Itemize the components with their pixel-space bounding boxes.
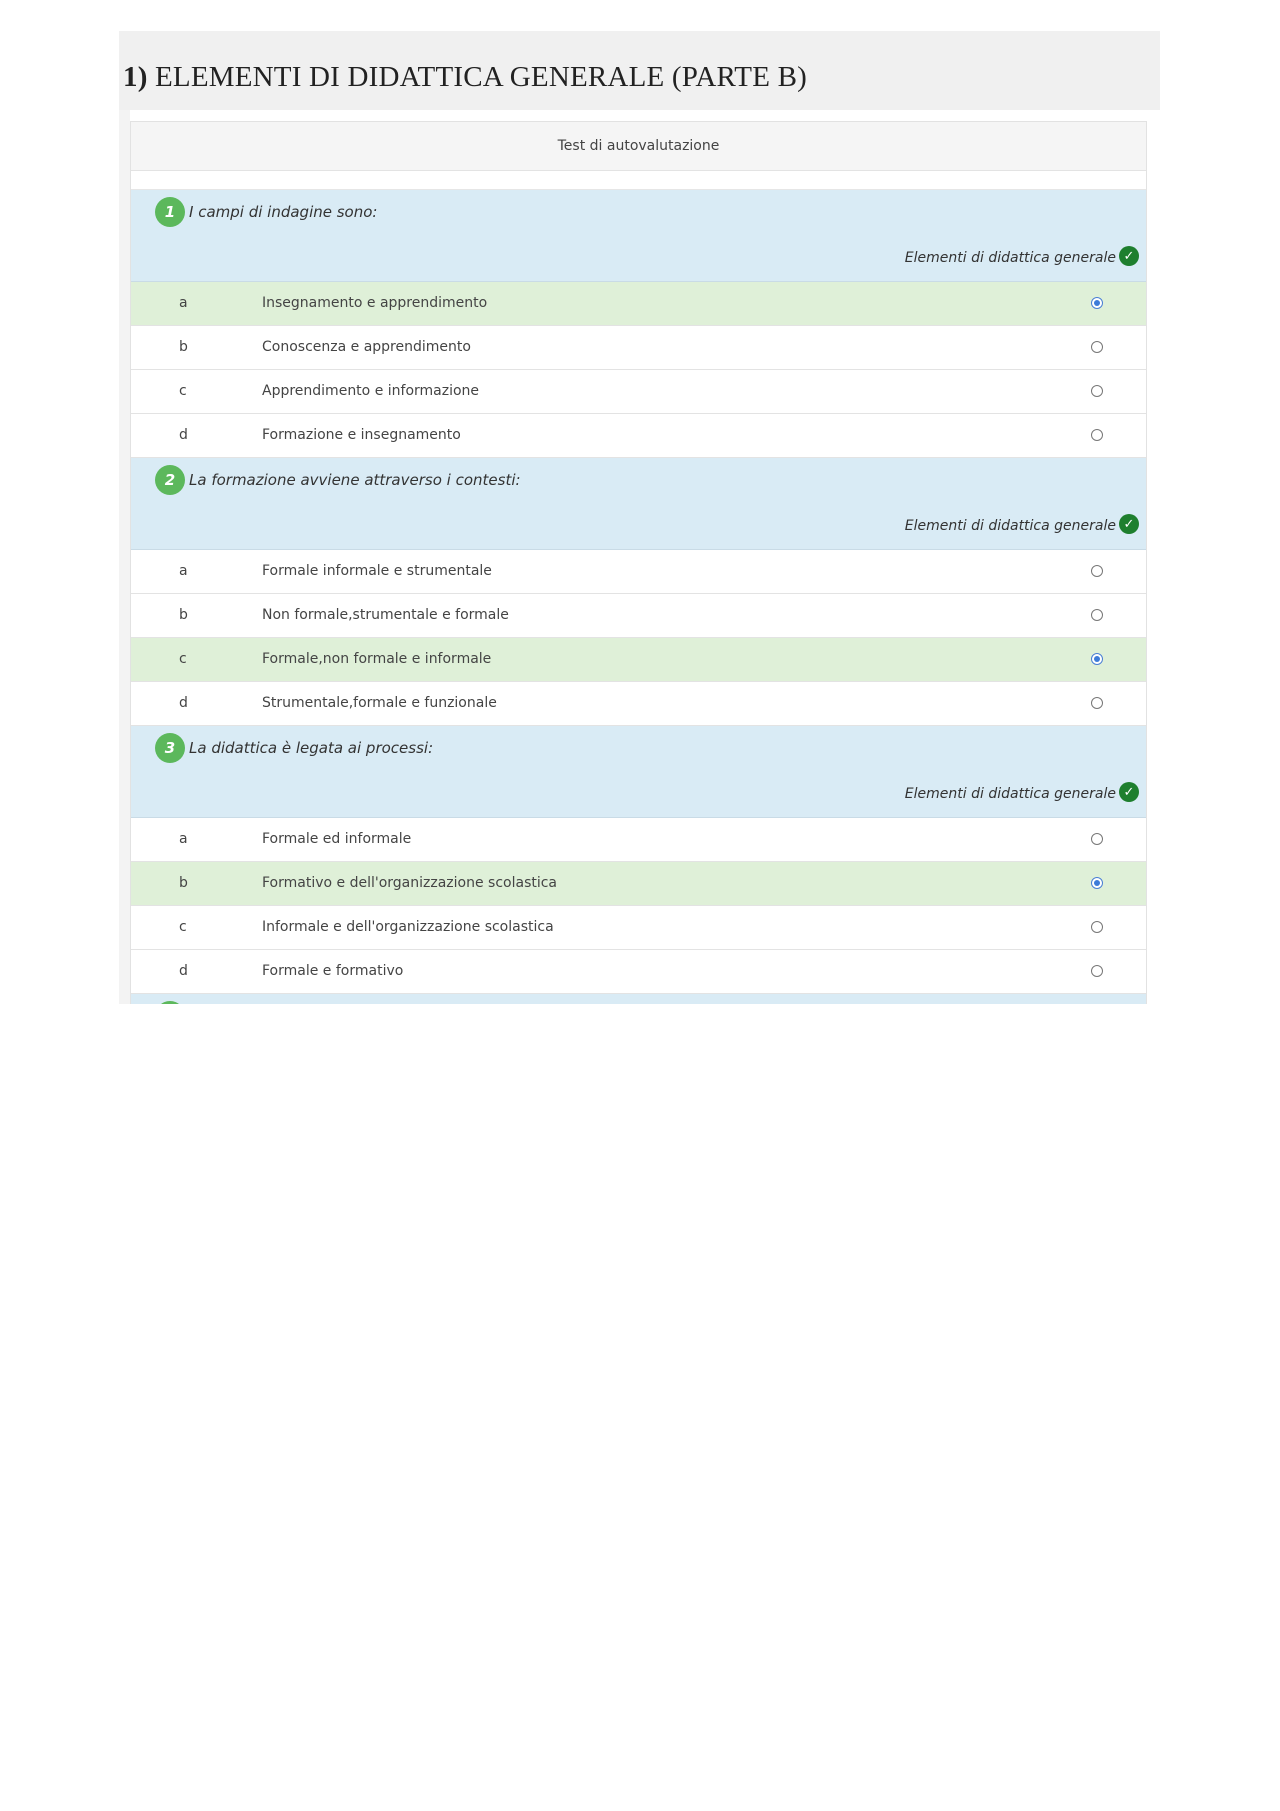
title-text: ELEMENTI DI DIDATTICA GENERALE (PARTE B)	[155, 61, 807, 93]
option-letter: b	[179, 875, 188, 891]
radio-button[interactable]	[1091, 341, 1103, 353]
option-letter: c	[179, 651, 187, 667]
radio-button[interactable]	[1091, 385, 1103, 397]
question-2	[131, 458, 1146, 550]
option-row[interactable]	[131, 638, 1146, 682]
option-text: Formale,non formale e informale	[262, 651, 492, 667]
quiz-gutter	[119, 110, 130, 1004]
radio-button[interactable]	[1091, 921, 1103, 933]
option-row[interactable]	[131, 414, 1146, 458]
question-number-badge: 3	[155, 733, 185, 763]
option-row[interactable]	[131, 550, 1146, 594]
option-row[interactable]	[131, 862, 1146, 906]
radio-button-checked[interactable]	[1091, 297, 1103, 309]
option-letter: a	[179, 295, 188, 311]
question-category: Elementi di didattica generale	[904, 250, 1116, 266]
question-number-badge: 2	[155, 465, 185, 495]
option-letter: c	[179, 919, 187, 935]
option-row[interactable]	[131, 818, 1146, 862]
option-letter: a	[179, 563, 188, 579]
radio-button-checked[interactable]	[1091, 877, 1103, 889]
header-spacer	[131, 171, 1146, 190]
option-text: Insegnamento e apprendimento	[262, 295, 488, 311]
option-row[interactable]	[131, 370, 1146, 414]
quiz-header: Test di autovalutazione	[131, 122, 1146, 171]
option-text: Conoscenza e apprendimento	[262, 339, 471, 355]
option-text: Apprendimento e informazione	[262, 383, 480, 399]
option-row[interactable]	[131, 282, 1146, 326]
radio-button[interactable]	[1091, 833, 1103, 845]
option-text: Formazione e insegnamento	[262, 427, 461, 443]
option-letter: d	[179, 695, 188, 711]
option-row[interactable]	[131, 326, 1146, 370]
radio-button[interactable]	[1091, 565, 1103, 577]
radio-button[interactable]	[1091, 609, 1103, 621]
radio-button[interactable]	[1091, 965, 1103, 977]
question-number-badge: 1	[155, 197, 185, 227]
option-row[interactable]	[131, 906, 1146, 950]
option-text: Informale e dell'organizzazione scolastica	[262, 919, 554, 935]
check-circle-icon: ✓	[1119, 514, 1139, 534]
option-text: Formale informale e strumentale	[262, 563, 492, 579]
question-category: Elementi di didattica generale	[904, 786, 1116, 802]
option-row[interactable]	[131, 950, 1146, 994]
option-letter: d	[179, 427, 188, 443]
check-circle-icon: ✓	[1119, 246, 1139, 266]
check-circle-icon: ✓	[1119, 782, 1139, 802]
option-letter: c	[179, 383, 187, 399]
question-number-badge	[155, 1001, 185, 1004]
question-text: La formazione avviene attraverso i contesti:	[189, 471, 521, 489]
option-letter: d	[179, 963, 188, 979]
option-text: Non formale,strumentale e formale	[262, 607, 509, 623]
radio-button-checked[interactable]	[1091, 653, 1103, 665]
option-row[interactable]	[131, 682, 1146, 726]
option-letter: b	[179, 339, 188, 355]
option-letter: a	[179, 831, 188, 847]
question-4-partial	[131, 994, 1146, 1004]
option-letter: b	[179, 607, 188, 623]
option-text: Formale e formativo	[262, 963, 404, 979]
question-text: I campi di indagine sono:	[189, 203, 378, 221]
page-header	[119, 31, 1160, 110]
radio-button[interactable]	[1091, 697, 1103, 709]
title-number: 1)	[123, 61, 148, 93]
option-row[interactable]	[131, 594, 1146, 638]
page-title	[123, 61, 807, 94]
question-text: La didattica è legata ai processi:	[189, 739, 434, 757]
question-3	[131, 726, 1146, 818]
quiz-card	[130, 121, 1147, 1004]
question-category: Elementi di didattica generale	[904, 518, 1116, 534]
option-text: Formativo e dell'organizzazione scolastica	[262, 875, 558, 891]
radio-button[interactable]	[1091, 429, 1103, 441]
option-text: Formale ed informale	[262, 831, 412, 847]
quiz-screenshot	[119, 110, 1160, 1004]
option-text: Strumentale,formale e funzionale	[262, 695, 497, 711]
question-1	[131, 190, 1146, 282]
